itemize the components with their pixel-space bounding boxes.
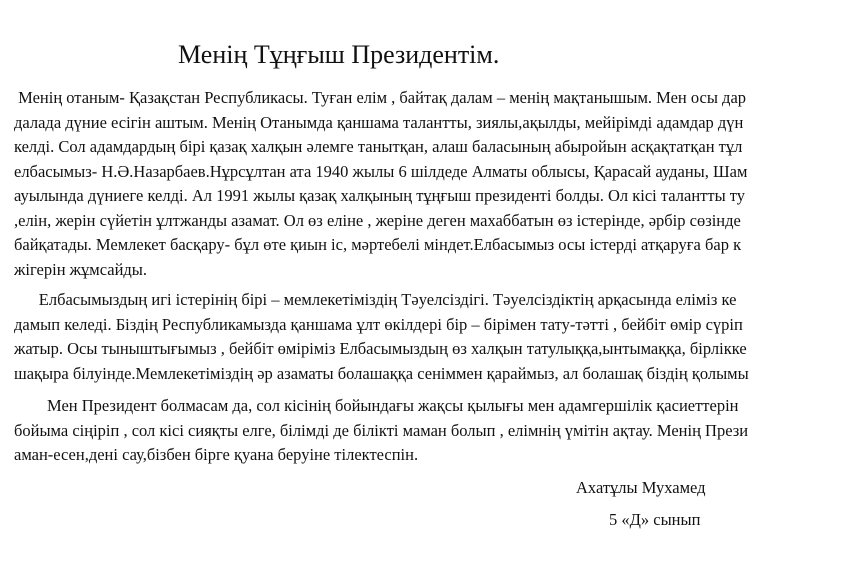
author-name: Ахатұлы Мухамед <box>576 478 706 497</box>
paragraph-line: келді. Сол адамдардың бірі қазақ халқын әлемге танытқан, алаш баласының абыройын асқақтатқан тұл <box>14 137 743 156</box>
paragraph-line: ,елін, жерін сүйетін ұлтжанды азамат. Ол өз еліне , жеріне деген махаббатын өз істерінде, әрбір сөзінде <box>14 210 741 230</box>
paragraph-line: бойыма сіңіріп , сол кісі сияқты елге, білімді де білікті маман болып , елімнің үмітін ақтау. Менің Прези <box>14 420 749 440</box>
paragraph-line: Мен Президент болмасам да, сол кісінің бойындағы жақсы қылығы мен адамгершілік қасиеттерін <box>14 396 739 415</box>
paragraph-line: байқатады. Мемлекет басқару- бұл өте қиын іс, мәртебелі міндет.Елбасымыз осы істерді атқаруға бар к <box>14 235 742 254</box>
document-title: Менің Тұңғыш Президентім. <box>178 40 500 69</box>
paragraph-3 <box>14 394 850 468</box>
paragraph-1 <box>14 86 850 282</box>
paragraph-line: шақыра білуінде.Мемлекетіміздің әр азаматы болашаққа сеніммен қараймыз, ал болашақ біздің қолымы <box>14 363 749 383</box>
paragraph-line: жатыр. Осы тыныштығымыз , бейбіт өміріміз Елбасымыздың өз халқын татулыққа,ынтымаққа, бірлікке <box>14 339 747 358</box>
paragraph-line: жігерін жұмсайды. <box>14 259 148 279</box>
paragraph-line: аман-есен,дені сау,бізбен бірге қуана беруіне тілектеспін. <box>14 445 419 464</box>
author-class: 5 «Д» сынып <box>609 510 701 529</box>
paragraph-line: далада дүние есігін аштым. Менің Отанымда қаншама талантты, зиялы,ақылды, мейірімді адамдар дүн <box>14 112 744 132</box>
paragraph-line: Менің отаным- Қазақстан Республикасы. Туған елім , байтақ далам – менің мақтанышым. Мен осы дар <box>14 88 747 107</box>
paragraph-line: елбасымыз- Н.Ә.Назарбаев.Нұрсұлтан ата 1940 жылы 6 шілдеде Алматы облысы, Қарасай ауданы, Шам <box>14 161 748 181</box>
paragraph-line: Елбасымыздың игі істерінің бірі – мемлекетіміздің Тәуелсіздігі. Тәуелсіздіктің арқасында еліміз ке <box>14 290 737 309</box>
paragraph-2 <box>14 288 850 386</box>
paragraph-line: дамып келеді. Біздің Республикамызда қаншама ұлт өкілдері бір – бірімен тату-тәтті , бейбіт өмір сүріп <box>14 314 743 334</box>
paragraph-line: ауылында дүниеге келді. Ал 1991 жылы қазақ халқының тұңғыш президенті болды. Ол кісі талантты ту <box>14 186 746 205</box>
